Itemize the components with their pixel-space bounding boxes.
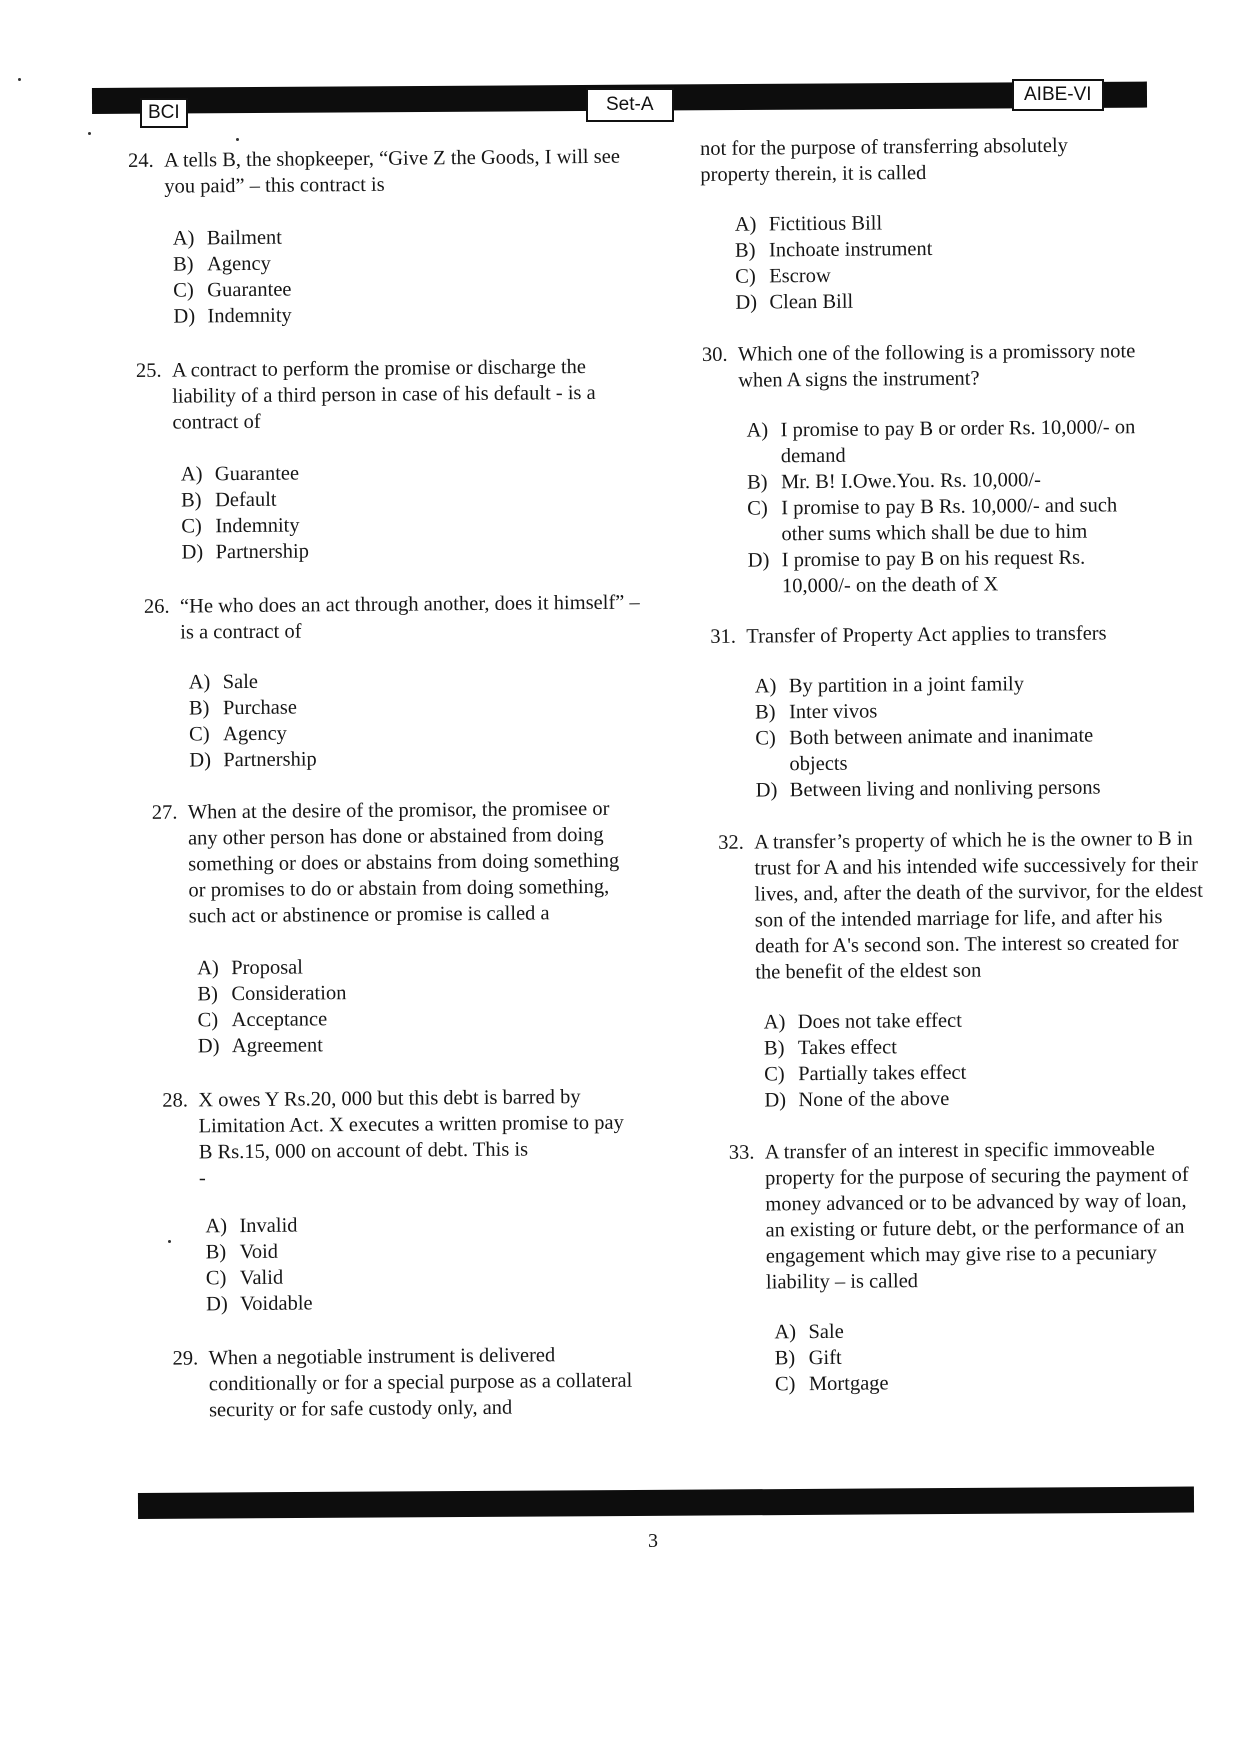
question-text: A tells B, the shopkeeper, “Give Z the Goods, I will see you paid” – this contract is bbox=[164, 145, 620, 198]
option-item[interactable]: B) Inter vivos bbox=[754, 700, 878, 724]
option-item[interactable]: B) Inchoate instrument bbox=[734, 237, 933, 262]
option-item[interactable]: B) Void bbox=[205, 1240, 279, 1264]
question-number: 25. bbox=[135, 359, 162, 382]
question-29-continued bbox=[668, 132, 1120, 188]
option-item[interactable]: C) Valid bbox=[205, 1266, 284, 1290]
question-number: 27. bbox=[151, 801, 178, 824]
question-text: “He who does an act through another, does it himself” – is a contract of bbox=[179, 591, 640, 644]
option-item[interactable]: C) Both between animate and inanimate objects bbox=[755, 724, 1094, 776]
option-item[interactable]: D) Partnership bbox=[181, 540, 309, 564]
question-trailing-mark: - bbox=[198, 1167, 206, 1190]
question-number: 30. bbox=[701, 343, 728, 366]
option-item[interactable]: A) Fictitious Bill bbox=[734, 212, 883, 236]
option-item[interactable]: B) Mr. B! I.Owe.You. Rs. 10,000/- bbox=[746, 469, 1042, 494]
options-33 bbox=[770, 1316, 1181, 1398]
options-28 bbox=[201, 1210, 638, 1318]
question-number: 28. bbox=[162, 1089, 189, 1112]
option-item[interactable]: D) Indemnity bbox=[173, 304, 292, 328]
question-25 bbox=[136, 354, 613, 436]
option-item[interactable]: A) Sale bbox=[774, 1320, 844, 1344]
option-item[interactable]: B) Purchase bbox=[188, 696, 298, 720]
scan-speck bbox=[88, 132, 91, 135]
question-31 bbox=[710, 620, 1186, 650]
option-item[interactable]: C) I promise to pay B Rs. 10,000/- and such other sums which shall be due to him bbox=[747, 494, 1118, 546]
option-item[interactable]: A) Proposal bbox=[197, 956, 304, 980]
options-32 bbox=[760, 1006, 1179, 1114]
option-item[interactable]: C) Indemnity bbox=[181, 514, 300, 538]
option-item[interactable]: A) By partition in a joint family bbox=[754, 673, 1025, 698]
option-item[interactable]: A) Invalid bbox=[205, 1214, 298, 1238]
header-tag-set: Set-A bbox=[586, 88, 674, 122]
option-item[interactable]: D) Clean Bill bbox=[735, 290, 854, 314]
question-text: Which one of the following is a promissory note when A signs the instrument? bbox=[737, 340, 1136, 392]
question-number: 24. bbox=[128, 149, 154, 172]
option-item[interactable]: D) Partnership bbox=[189, 748, 317, 772]
question-number: 29. bbox=[172, 1347, 199, 1370]
options-27 bbox=[193, 952, 636, 1060]
option-item[interactable]: D) Agreement bbox=[197, 1034, 324, 1058]
option-item[interactable]: A) Sale bbox=[188, 670, 259, 694]
option-item[interactable]: C) Mortgage bbox=[774, 1372, 889, 1396]
question-number: 31. bbox=[710, 625, 737, 648]
option-item[interactable]: A) I promise to pay B or order Rs. 10,000/- on demand bbox=[746, 416, 1136, 468]
option-item[interactable]: D) I promise to pay B on his request Rs. 10,000/- on the death of X bbox=[747, 546, 1086, 598]
option-item[interactable]: A) Bailment bbox=[172, 226, 283, 250]
option-item[interactable]: C) Acceptance bbox=[197, 1008, 328, 1032]
option-item[interactable]: C) Agency bbox=[189, 722, 287, 746]
left-column bbox=[128, 144, 639, 1424]
question-text: When a negotiable instrument is delivered conditionally or for a special purpose as a collateral security or for safe custody only, and bbox=[208, 1344, 633, 1422]
question-text: Transfer of Property Act applies to transfers bbox=[746, 622, 1107, 648]
question-text: X owes Y Rs.20, 000 but this debt is barred by Limitation Act. X executes a written promise to pay B Rs.15, 000 on account of debt. This is bbox=[198, 1086, 624, 1164]
header-tag-bci: BCI bbox=[140, 98, 188, 128]
options-30 bbox=[742, 414, 1138, 599]
question-text: A transfer of an interest in specific immoveable property for the purpose of securing the payment of money advanced or to be advanced by way of loan, an existing or future debt, or the performance of an engagement which may give rise to a pecuniary liability – is called bbox=[764, 1138, 1189, 1294]
option-item[interactable]: C) Guarantee bbox=[173, 278, 292, 302]
option-item[interactable]: D) Voidable bbox=[205, 1292, 313, 1316]
question-33 bbox=[729, 1136, 1210, 1296]
question-number: 32. bbox=[718, 831, 744, 854]
scan-speck bbox=[18, 78, 21, 81]
scan-speck bbox=[236, 138, 239, 141]
options-29 bbox=[731, 208, 1172, 316]
option-item[interactable]: A) Guarantee bbox=[180, 462, 300, 486]
header-tag-exam: AIBE-VI bbox=[1012, 79, 1104, 111]
question-text: When at the desire of the promisor, the promisee or any other person has done or abstained from doing something or does or abstains from doing something or promises to do or abstain from doing something, such act or abstinence or promise is called a bbox=[187, 797, 620, 928]
option-item[interactable]: B) Takes effect bbox=[763, 1036, 897, 1060]
option-item[interactable]: B) Agency bbox=[172, 252, 271, 276]
page-number: 3 bbox=[648, 1530, 658, 1552]
question-text: not for the purpose of transferring absolutely property therein, it is called bbox=[700, 134, 1068, 186]
footer-bar bbox=[138, 1487, 1194, 1519]
option-item[interactable]: B) Default bbox=[180, 488, 277, 512]
question-32 bbox=[718, 826, 1205, 986]
question-text: A transfer’s property of which he is the owner to B in trust for A and his intended wife successively for their lives, and, after the death of the survivor, for the eldest son of the intended marriage for life, and after his death for A's second son. The interest so created for the benefit of the eldest son bbox=[754, 827, 1204, 984]
question-29 bbox=[172, 1342, 649, 1424]
question-24 bbox=[128, 144, 628, 200]
option-item[interactable]: B) Consideration bbox=[197, 982, 347, 1006]
question-30 bbox=[702, 338, 1158, 394]
question-text: A contract to perform the promise or discharge the liability of a third person in case of his default - is a contract of bbox=[171, 356, 596, 434]
options-25 bbox=[177, 458, 632, 566]
question-28 bbox=[162, 1084, 639, 1192]
option-item[interactable]: C) Partially takes effect bbox=[764, 1061, 967, 1086]
question-number: 33. bbox=[728, 1141, 755, 1164]
option-item[interactable]: B) Gift bbox=[774, 1346, 842, 1370]
right-column bbox=[700, 132, 1204, 1398]
question-27 bbox=[152, 796, 629, 930]
option-item[interactable]: D) Between living and nonliving persons bbox=[755, 776, 1101, 802]
options-26 bbox=[185, 666, 634, 774]
option-item[interactable]: A) Does not take effect bbox=[763, 1009, 962, 1034]
question-26 bbox=[144, 590, 640, 646]
options-24 bbox=[169, 222, 630, 330]
question-number: 26. bbox=[143, 595, 170, 618]
options-31 bbox=[751, 670, 1156, 804]
option-item[interactable]: D) None of the above bbox=[764, 1087, 950, 1112]
option-item[interactable]: C) Escrow bbox=[735, 264, 831, 288]
